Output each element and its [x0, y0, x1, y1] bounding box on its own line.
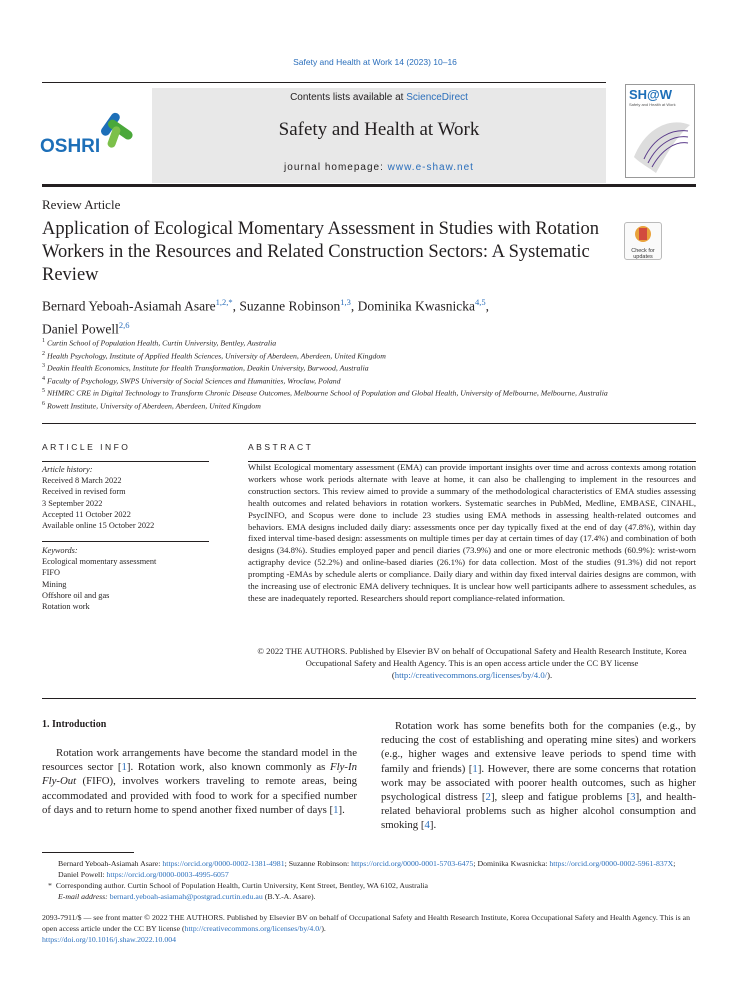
article-info-heading: ARTICLE INFO — [42, 442, 131, 452]
info-rule — [42, 461, 209, 462]
intro-text: ], sleep and fatigue problems [ — [490, 791, 631, 804]
article-title: Application of Ecological Momentary Assessment in Studies with Rotation Workers in the Resources and Related Construction Sectors: A Systematic Review — [42, 219, 599, 285]
affiliation-text: Curtin School of Population Health, Curtin University, Bentley, Australia — [46, 338, 277, 348]
history-item: Available online 15 October 2022 — [42, 521, 155, 531]
orcid-separator: ; — [673, 859, 676, 868]
article-type: Review Article — [42, 197, 121, 212]
abstract-copyright — [248, 646, 696, 682]
author-name[interactable]: Suzanne Robinson — [239, 298, 341, 314]
header-top-rule — [42, 82, 606, 83]
issn-license-link[interactable]: http://creativecommons.org/licenses/by/4.0/ — [184, 924, 322, 933]
intro-text: Rotation work arrangements have become the standard model in the resources sector [ — [42, 747, 357, 774]
affiliation — [42, 336, 702, 349]
keywords-label: Keywords: — [42, 546, 78, 555]
author-name[interactable]: Daniel Powell — [42, 321, 119, 336]
affiliation — [42, 349, 702, 362]
crossmark-badge[interactable] — [624, 222, 662, 260]
abstract-heading: ABSTRACT — [248, 442, 314, 452]
doi-link[interactable]: https://doi.org/10.1016/j.shaw.2022.10.004 — [42, 935, 177, 944]
orcid-author: Bernard Yeboah-Asiamah Asare: — [58, 859, 163, 868]
corresponding-text: Corresponding author. Curtin School of Population Health, Curtin University, Kent Street, Bentley, WA 6102, Australia — [55, 881, 428, 890]
contents-prefix: Contents lists available at — [290, 92, 407, 103]
introduction-heading: 1. Introduction — [42, 719, 107, 730]
abstract-text: Whilst Ecological momentary assessment (EMA) can provide important insights over time and across contexts among rotation workers whose work periods alternate with leave at home, it can also be challenging to implement in the resources and construction sectors. This review aimed to provide a summary of the methodological characteristics of EMA studies assessing health outcomes and related behaviors in rotation workers. Systematic searches in PubMed, Medline, EMBASE, CINAHL, PsycINFO, and Scopus were done to include 23 studies using EMA methods in assessing health-related outcomes and behaviors. EMA designs included daily diary: assessments once per day typically fixed at the end of day (47.8%), within day fixed interval time-based design: assessments on multiple times per day at certain times of day (17.4%) and combination of both designs (34.8%). Studies employed paper and pencil diaries (73.9%) and one or more electronic methods (60.9%): wrist-worn actigraphy device (52.2%) and online-based diaries (26.1%) for data collection. Most of the studies (91.3%) did not report prompting -EMAs by schedule alerts or compliance. Daily diary and within day fixed interval dairies designs are common, with the increasing use of electronic EMA delivery techniques. It is unclear how well participants adhere to assessment schedules, as these are inadequately reported. Researchers should report compliance-related information. — [248, 462, 696, 603]
affiliation-text: Rowett Institute, University of Aberdeen, Aberdeen, United Kingdom — [46, 401, 261, 411]
introduction-paragraph-1 — [42, 746, 357, 817]
affiliation-number: 4 — [42, 375, 45, 382]
affiliation — [42, 361, 702, 374]
author-list — [42, 293, 662, 338]
crossmark-label: Check for updates — [631, 248, 655, 260]
reference-link[interactable]: 1 — [333, 803, 339, 816]
affiliation-number: 3 — [42, 363, 45, 370]
section-rule-2 — [42, 698, 696, 699]
homepage-prefix: journal homepage: — [284, 162, 388, 173]
orcid-link[interactable]: https://orcid.org/0000-0002-5961-837X — [549, 859, 674, 868]
keyword-item: Ecological momentary assessment — [42, 557, 157, 567]
article-history — [42, 464, 212, 531]
orcid-link[interactable]: https://orcid.org/0000-0002-1381-4981 — [162, 859, 285, 868]
issn-block — [42, 912, 697, 945]
history-item: Received in revised form — [42, 487, 126, 497]
author-name[interactable]: Bernard Yeboah-Asiamah Asare — [42, 298, 216, 314]
affiliation-text: Deakin Health Economics, Institute for Health Transformation, Deakin University, Burwood, Australia — [46, 363, 369, 373]
orcid-link[interactable]: https://orcid.org/0000-0001-5703-6475 — [351, 859, 474, 868]
section-rule — [42, 423, 696, 424]
reference-link[interactable]: 1 — [472, 762, 478, 775]
affiliation — [42, 399, 702, 412]
keyword-list — [42, 556, 212, 612]
intro-text: ]. — [338, 803, 345, 816]
history-item: Received 8 March 2022 — [42, 476, 122, 486]
homepage-link[interactable]: www.e-shaw.net — [387, 162, 474, 173]
author-affiliation-ref[interactable]: 1,3 — [340, 297, 351, 307]
reference-link[interactable]: 4 — [424, 819, 430, 832]
intro-text: ]. Rotation work, also known commonly as — [126, 761, 331, 774]
affiliation-text: NHMRC CRE in Digital Technology to Transform Chronic Disease Outcomes, Melbourne School of Population and Global Health, University of Melbourne, Melbourne, Australia — [46, 388, 608, 398]
author-name[interactable]: Dominika Kwasnicka — [357, 298, 475, 314]
affiliations — [42, 336, 702, 412]
keyword-item: Mining — [42, 579, 67, 589]
author-affiliation-ref[interactable]: 1,2,* — [215, 297, 233, 307]
intro-text: (FIFO), involves workers traveling to remote areas, being accommodated and provided with food to work for a specified number of days and to return home to spend another fixed number of days [ — [42, 775, 357, 816]
email-label: E-mail address: — [58, 892, 110, 901]
journal-title: Safety and Health at Work — [278, 119, 480, 140]
footnote-rule — [42, 852, 134, 853]
corresponding-author — [42, 880, 697, 891]
orcid-author: Daniel Powell: — [58, 870, 107, 879]
info-rule-2 — [42, 541, 209, 542]
affiliation-number: 5 — [42, 388, 45, 395]
intro-text: Rotation work has some benefits both for the companies (e.g., by reducing the cost of establishing and operating mine sites) and workers (e.g., higher wages and extensive leave periods to spend time with family and friends) [ — [381, 720, 696, 775]
email-link[interactable]: bernard.yeboah-asiamah@postgrad.curtin.edu.au — [109, 892, 263, 901]
header-bottom-rule — [42, 184, 696, 187]
author-affiliation-ref[interactable]: 4,5 — [474, 297, 486, 307]
keywords — [42, 545, 212, 612]
footnotes — [42, 858, 697, 902]
reference-link[interactable]: 2 — [485, 791, 491, 804]
oshri-logo — [40, 106, 140, 160]
copyright-end: ). — [547, 669, 553, 680]
copyright-text: © 2022 THE AUTHORS. Published by Elsevier BV on behalf of Occupational Safety and Health Research Institute, Korea Occupational Safety and Health Agency. This is an open access article under the CC BY license ( — [257, 646, 687, 680]
affiliation — [42, 386, 702, 399]
issn-end: ). — [321, 924, 326, 933]
license-link[interactable]: http://creativecommons.org/licenses/by/4.0/ — [394, 669, 548, 680]
history-list — [42, 475, 212, 531]
keyword-item: FIFO — [42, 568, 60, 578]
affiliation — [42, 374, 702, 387]
author-separator: , — [350, 298, 358, 314]
orcid-list — [42, 858, 697, 880]
email-end: (B.Y.-A. Asare). — [262, 892, 316, 901]
introduction-paragraph-2 — [381, 719, 696, 833]
reference-link[interactable]: 1 — [121, 761, 127, 774]
orcid-author: Suzanne Robinson: — [288, 859, 352, 868]
corresponding-mark: * — [48, 881, 52, 890]
sciencedirect-link[interactable]: ScienceDirect — [406, 92, 468, 103]
keyword-item: Rotation work — [42, 602, 90, 612]
email-line — [42, 891, 697, 902]
keyword-item: Offshore oil and gas — [42, 590, 110, 600]
history-item: 3 September 2022 — [42, 498, 103, 508]
affiliation-number: 2 — [42, 350, 45, 357]
crossmark-icon — [633, 225, 653, 243]
journal-cover — [625, 84, 695, 178]
author-affiliation-ref[interactable]: 2,6 — [118, 319, 130, 330]
intro-text: ]. However, there are some concerns that rotation work may be associated with poorer health outcomes, such as higher psychological distress [ — [381, 762, 697, 804]
affiliation-number: 1 — [42, 338, 45, 344]
affiliation-number: 6 — [42, 400, 45, 407]
cover-title: SH@W — [629, 87, 673, 102]
contents-available — [152, 92, 606, 103]
history-label: Article history: — [42, 465, 93, 474]
journal-homepage — [152, 162, 606, 173]
journal-citation[interactable]: Safety and Health at Work 14 (2023) 10–16 — [293, 57, 457, 67]
affiliation-text: Health Psychology, Institute of Applied Health Sciences, University of Aberdeen, Aberdeen, United Kingdom — [46, 351, 386, 361]
orcid-link[interactable]: https://orcid.org/0000-0003-4995-6057 — [106, 870, 229, 879]
issn-text: 2093-7911/$ — see front matter © 2022 THE AUTHORS. Published by Elsevier BV on behalf of Occupational Safety and Health Research Institute, Korea Occupational Safety and Health Agency. This is an open access article under the CC BY license ( — [42, 913, 691, 933]
author-separator: , — [232, 298, 240, 314]
history-item: Accepted 11 October 2022 — [42, 509, 131, 519]
author-separator: , — [485, 298, 489, 314]
orcid-separator: ; — [284, 859, 289, 868]
intro-text: ], and health-related behavioral problems such as higher alcohol consumption and smoking [ — [381, 791, 696, 832]
logo-wordmark: OSHRI — [40, 136, 101, 157]
oshri-logo-icon — [40, 106, 140, 160]
affiliation-text: Faculty of Psychology, SWPS University of Social Sciences and Humanities, Wroclaw, Poland — [46, 376, 341, 386]
reference-link[interactable]: 3 — [630, 791, 636, 804]
orcid-author: Dominika Kwasnicka: — [477, 859, 550, 868]
intro-text: ]. — [429, 819, 437, 832]
intro-italic: Fly-In Fly-Out — [42, 761, 357, 788]
cover-subtitle: Safety and Health at Work — [629, 102, 676, 107]
orcid-separator: ; — [473, 859, 478, 868]
cover-art-icon — [626, 107, 694, 177]
